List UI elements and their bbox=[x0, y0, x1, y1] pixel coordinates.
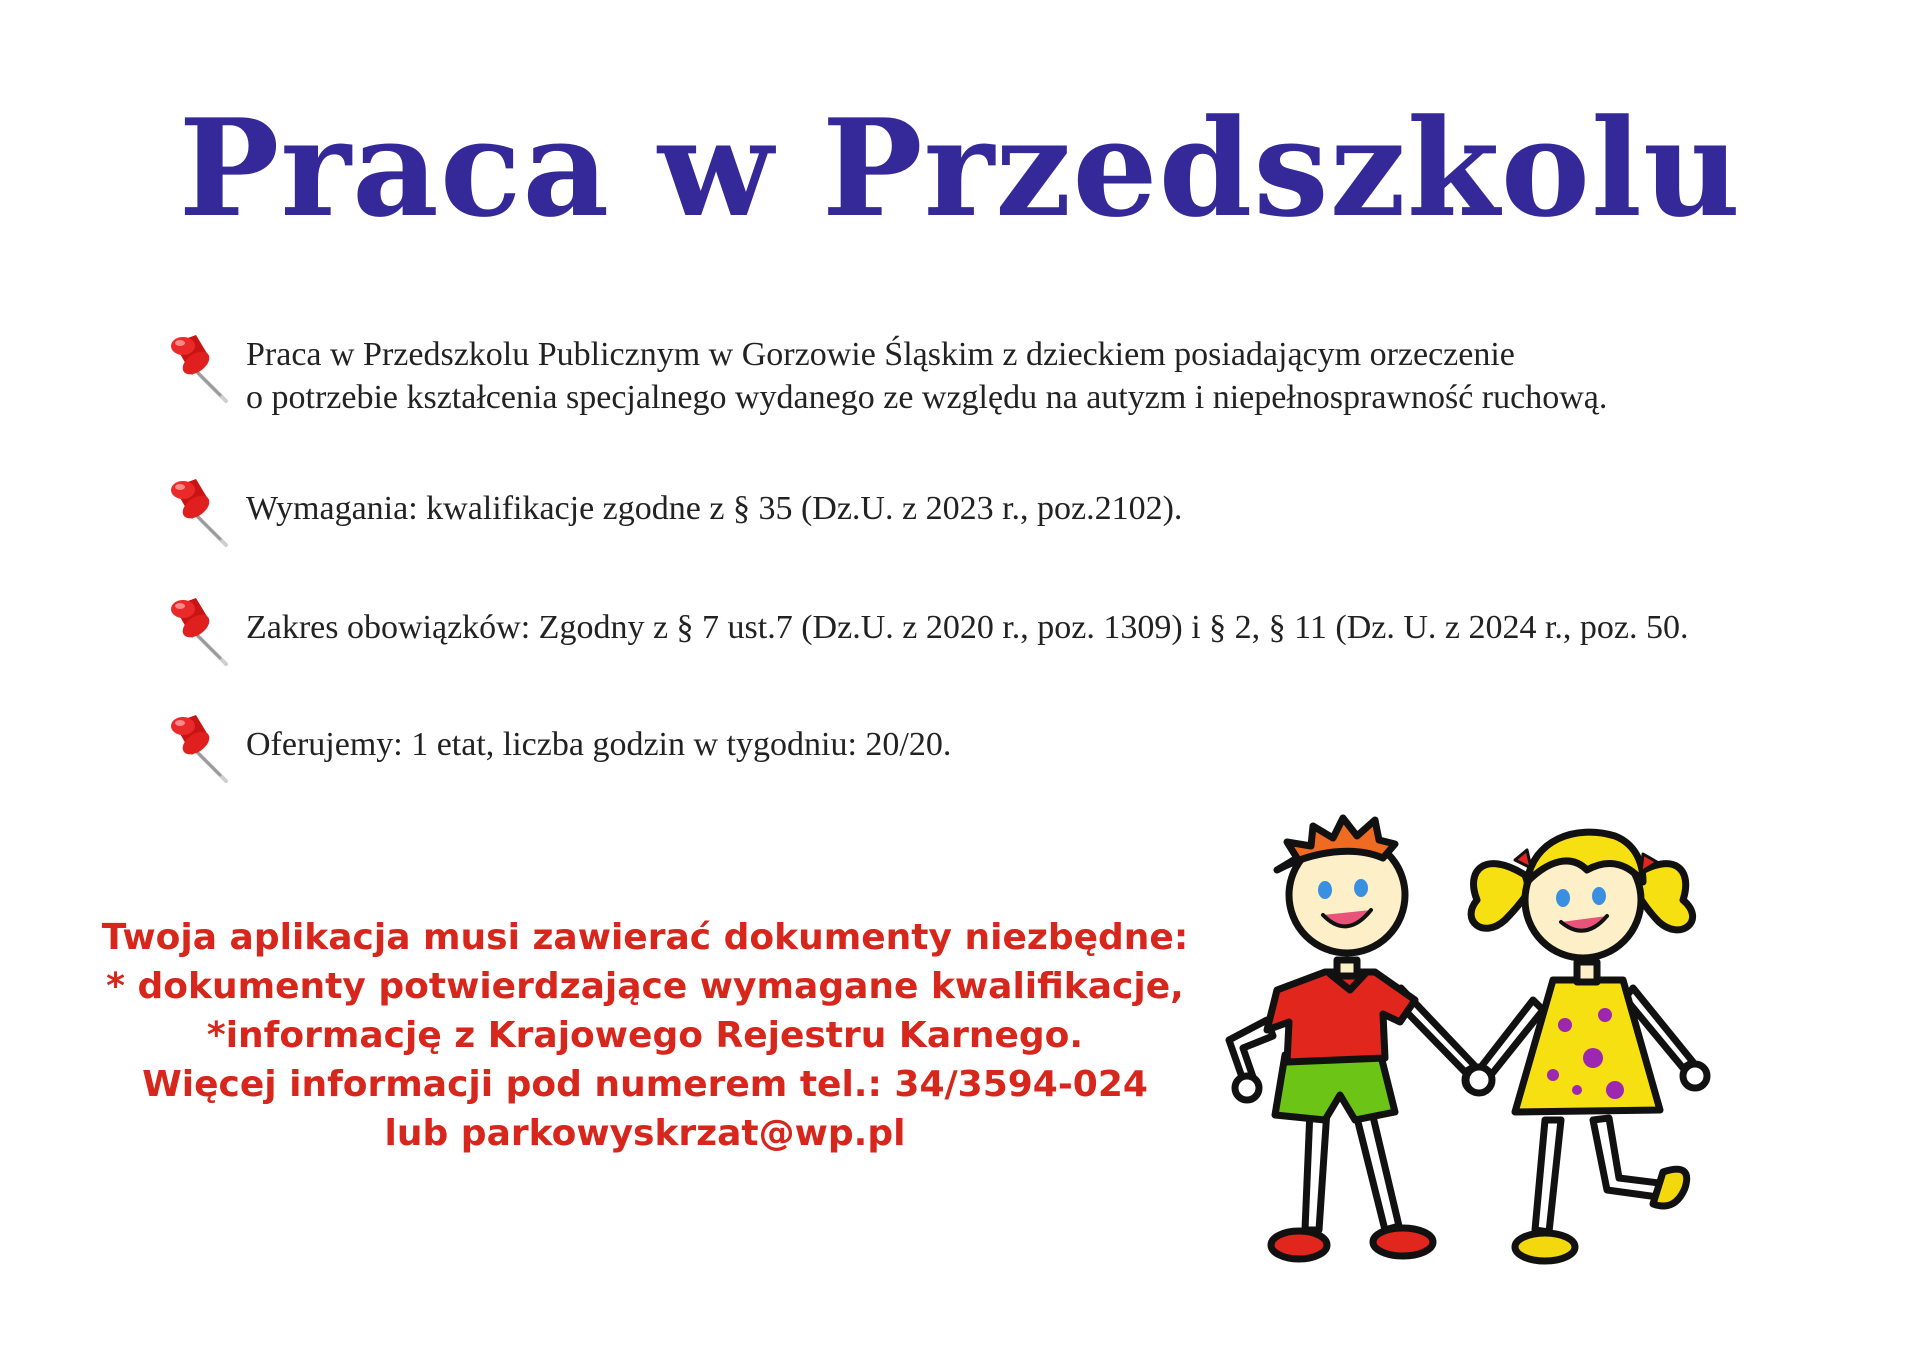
application-notice bbox=[80, 913, 1210, 1158]
boy-figure bbox=[1229, 818, 1489, 1259]
push-pin-icon bbox=[168, 713, 232, 783]
item-text: Oferujemy: 1 etat, liczba godzin w tygodniu: 20/20. bbox=[246, 726, 952, 763]
girl-figure bbox=[1471, 832, 1707, 1261]
notice-line: * dokumenty potwierdzające wymagane kwalifikacje, bbox=[106, 966, 1184, 1007]
notice-line-phone: Więcej informacji pod numerem tel.: 34/3594-024 bbox=[142, 1064, 1148, 1105]
item-text: Wymagania: kwalifikacje zgodne z § 35 (Dz.U. z 2023 r., poz.2102). bbox=[246, 490, 1183, 527]
push-pin-icon bbox=[168, 333, 232, 403]
push-pin-icon bbox=[168, 477, 232, 547]
item-text: Praca w Przedszkolu Publicznym w Gorzowie Śląskim z dzieckiem posiadającym orzeczenie o potrzebie kształcenia specjalnego wydanego ze względu na autyzm i niepełnosprawność ruchową. bbox=[246, 336, 1608, 416]
push-pin-icon bbox=[168, 596, 232, 666]
children-illustration bbox=[1215, 790, 1835, 1290]
notice-line-email: lub parkowyskrzat@wp.pl bbox=[384, 1113, 906, 1154]
joined-hands bbox=[1466, 1067, 1492, 1093]
page-title: Praca w Przedszkolu bbox=[178, 89, 1742, 247]
notice-line: Twoja aplikacja musi zawierać dokumenty niezbędne: bbox=[101, 917, 1189, 958]
item-text: Zakres obowiązków: Zgodny z § 7 ust.7 (Dz.U. z 2020 r., poz. 1309) i § 2, § 11 (Dz. U. z 2024 r., poz. 50. bbox=[246, 609, 1689, 646]
notice-line: *informację z Krajowego Rejestru Karnego. bbox=[206, 1015, 1084, 1056]
